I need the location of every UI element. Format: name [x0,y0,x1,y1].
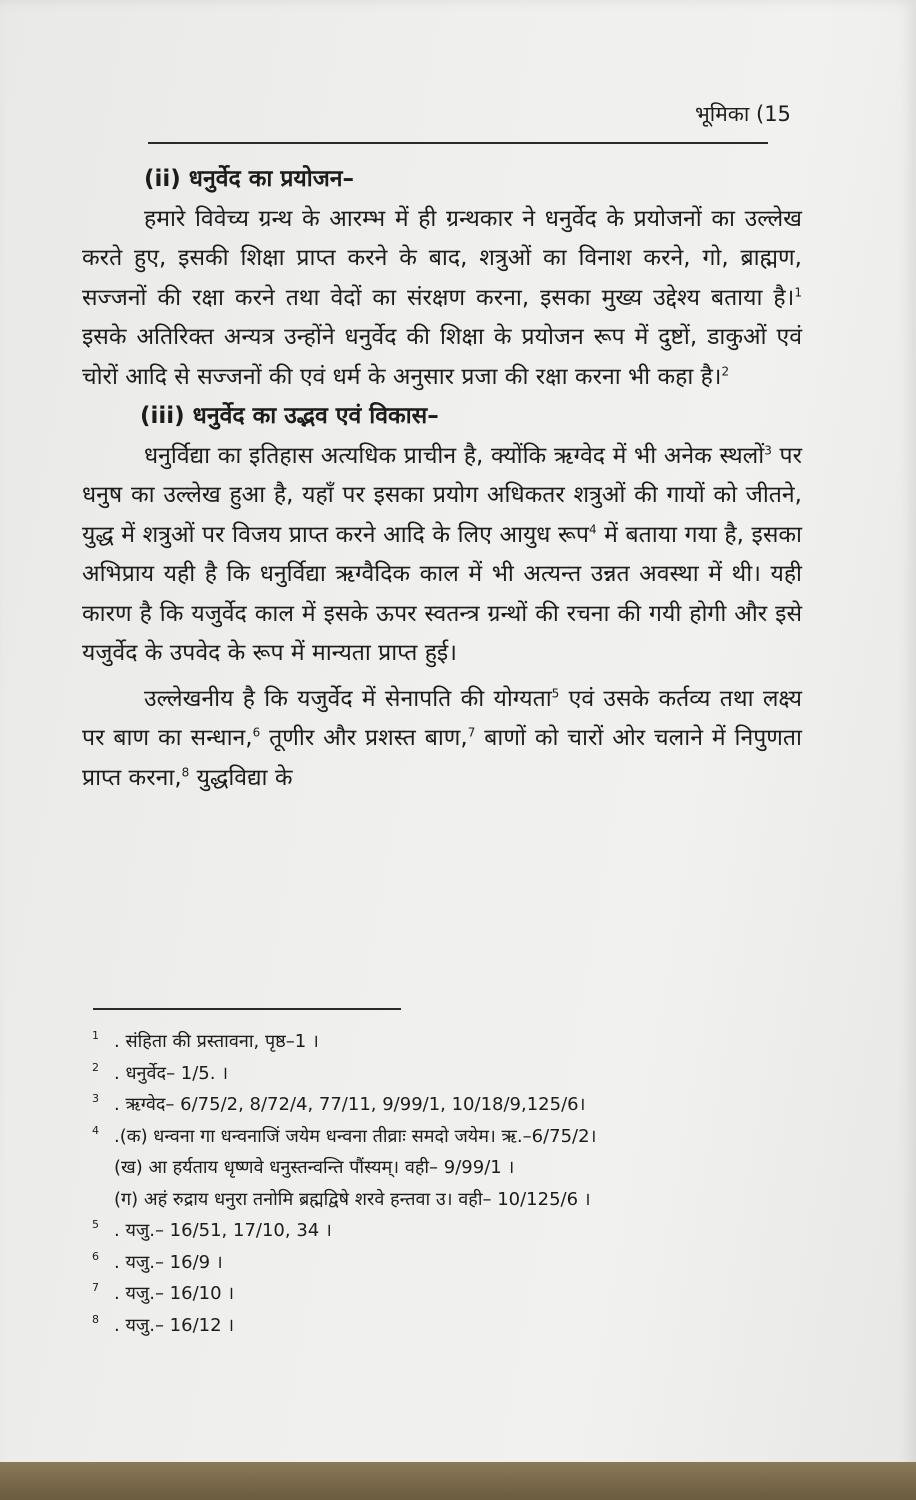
footnote-ref[interactable]: 3 [764,442,772,457]
footnote-text: (ख) आ हर्यताय धृष्णवे धनुस्तन्वन्ति पौंस्यम्। वही– 9/99/1 । [114,1157,515,1178]
paragraph [82,200,802,398]
footnote [92,1089,812,1121]
footnote-number: 5 [92,1218,99,1231]
footnote-ref[interactable]: 8 [181,764,190,779]
footnote [92,1278,812,1310]
footnote [92,1026,812,1058]
text-run: युद्धविद्या के [189,764,293,791]
footnote-rule [93,1008,401,1010]
footnote-ref[interactable]: 5 [551,685,560,700]
footnotes [92,1026,812,1341]
section-heading-3: (iii) धनुर्वेद का उद्भव एवं विकास– [140,403,439,429]
text-run: एवं उसके कर्तव्य तथा लक्ष्य पर बाण का सन्धान, [82,685,802,751]
footnote [92,1184,812,1216]
footnote-number: 7 [92,1281,99,1294]
footnote-text: . यजु.– 16/12 । [114,1314,235,1336]
text-run: में बताया गया है, इसका अभिप्राय यही है कि धनुर्विद्या ऋग्वैदिक काल में भी अत्यन्त उन्नत अवस्था में थी। यही कारण है कि यजुर्वेद काल में इसके ऊपर स्वतन्त्र ग्रन्थों की रचना की गयी होगी और इसे यजुर्वेद के उपवेद के रूप में मान्यता प्राप्त हुई। [82,521,802,666]
footnote-ref[interactable]: 4 [588,521,597,536]
running-head: भूमिका (15 [695,102,791,126]
paragraph [82,680,802,799]
footnote-number: 3 [92,1092,99,1105]
footnote-text: . संहिता की प्रस्तावना, पृष्ठ–1 । [114,1031,319,1052]
footnote-text: . यजु.– 16/9 । [114,1251,223,1273]
footnote [92,1215,812,1247]
footnote-ref[interactable]: 7 [467,725,476,740]
footnote [92,1152,812,1184]
body-text [82,160,802,798]
footnote-number: 6 [92,1249,99,1263]
text-run: इसके अतिरिक्त अन्यत्र उन्होंने धनुर्वेद की शिक्षा के प्रयोजन रूप में दुष्टों, डाकुओं एवं चोरों आदि से सज्जनों की एवं धर्म के अनुसार प्रजा की रक्षा करना भी कहा है। [82,324,802,390]
footnote-text: (ग) अहं रुद्राय धनुरा तनोमि ब्रह्मद्विषे शरवे हन्तवा उ। वही– 10/125/6 । [114,1188,591,1210]
footnote-text: .(क) धन्वना गा धन्वनाजिं जयेम धन्वना तीव्राः समदो जयेम। ऋ.–6/75/2। [114,1125,597,1147]
header-rule [148,142,768,144]
footnote-text: . यजु.– 16/51, 17/10, 34 । [114,1220,332,1241]
text-run: उल्लेखनीय है कि यजुर्वेद में सेनापति की योग्यता [144,685,552,712]
footnote-text: . यजु.– 16/10 । [114,1283,235,1304]
text-run: हमारे विवेच्य ग्रन्थ के आरम्भ में ही ग्रन्थकार ने धनुर्वेद के प्रयोजनों का उल्लेख करते हुए, इसकी शिक्षा प्राप्त करने के बाद, शत्रुओं का विनाश करने, गो, ब्राह्मण, सज्जनों की रक्षा करने तथा वेदों का संरक्षण करना, इसका मुख्य उद्देश्य बताया है। [82,205,802,311]
footnote [92,1121,812,1153]
text-run: बाणों को चारों ओर चलाने में निपुणता प्राप्त करना, [82,725,803,791]
footnote [92,1247,812,1279]
footnote [92,1310,812,1342]
text-run: तूणीर और प्रशस्त बाण, [260,725,468,751]
text-run: पर धनुष का उल्लेख हुआ है, यहाँ पर इसका प्रयोग अधिकतर शत्रुओं की गायों को जीतने, युद्ध में शत्रुओं पर विजय प्राप्त करने आदि के लिए आयुध रूप [82,442,802,548]
text-run: धनुर्विद्या का इतिहास अत्यधिक प्राचीन है, क्योंकि ऋग्वेद में भी अनेक स्थलों [144,442,765,469]
paragraph [82,437,802,674]
footnote-ref[interactable]: 6 [252,725,261,740]
footnote-number: 2 [92,1060,99,1074]
footnote-text: . ऋग्वेद– 6/75/2, 8/72/4, 77/11, 9/99/1, 10/18/9,125/6। [114,1094,586,1115]
footnote [92,1058,812,1090]
footnote-number: 8 [92,1312,99,1326]
footnote-number: 1 [92,1029,99,1042]
footnote-number: 4 [92,1123,99,1137]
footnote-text: . धनुर्वेद– 1/5. । [114,1062,229,1084]
section-heading-2: (ii) धनुर्वेद का प्रयोजन– [144,166,355,192]
footnote-ref[interactable]: 2 [721,363,730,378]
table-surface [0,1462,916,1500]
footnote-ref[interactable]: 1 [794,284,802,299]
